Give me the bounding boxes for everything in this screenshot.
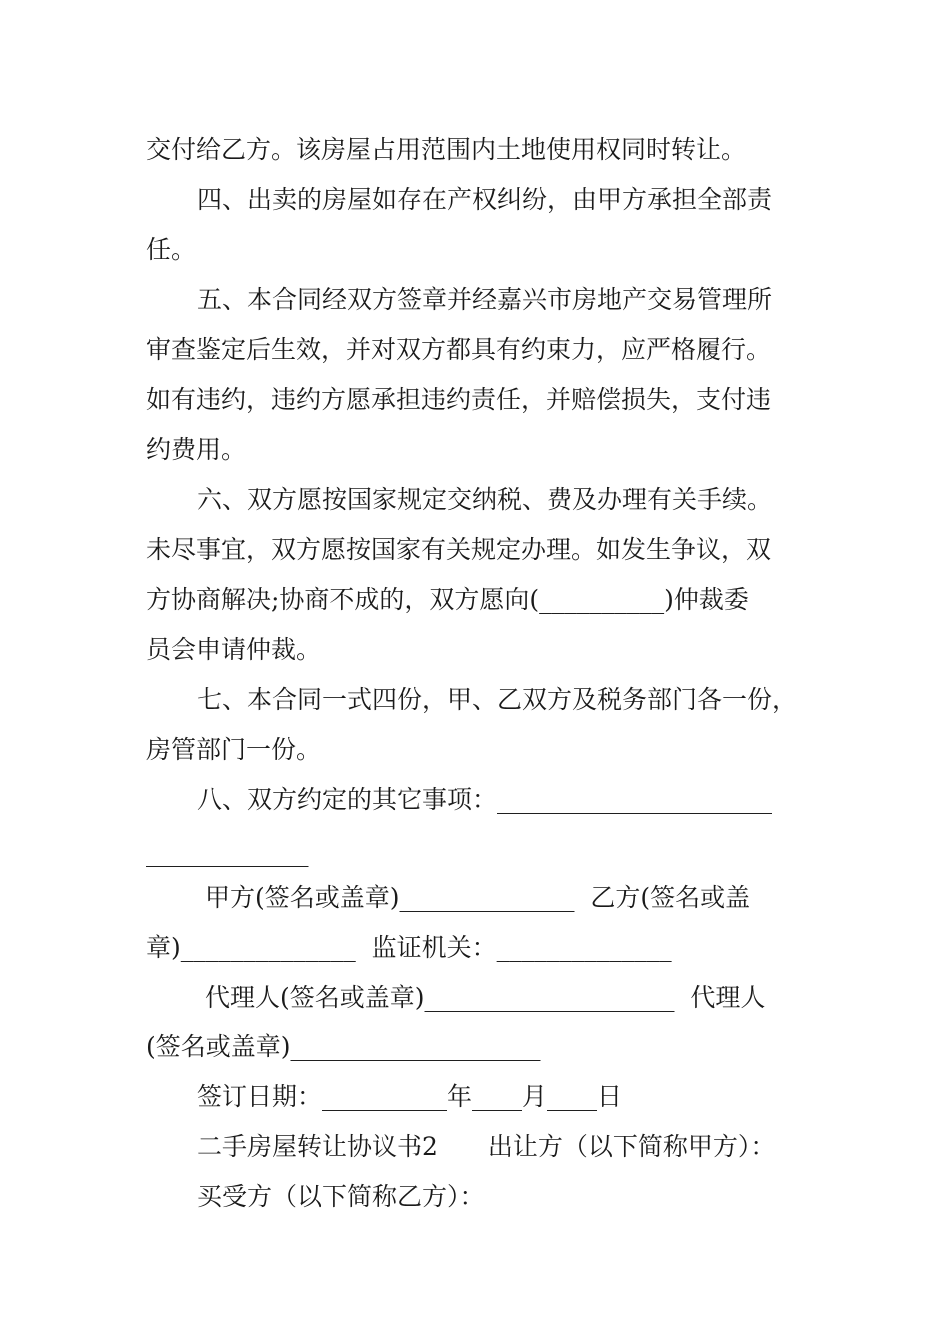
text-line: 八、双方约定的其它事项：______________________ <box>197 785 773 814</box>
text-line: 四、出卖的房屋如存在产权纠纷，由甲方承担全部责 <box>197 185 773 214</box>
text-line: 房管部门一份。 <box>146 735 322 764</box>
text-line: 买受方（以下简称乙方）： <box>197 1182 485 1211</box>
signature-line-agent: 代理人(签名或盖章)____________________ 代理人 <box>197 983 766 1012</box>
text-line: 交付给乙方。该房屋占用范围内土地使用权同时转让。 <box>146 135 747 164</box>
section-title-line: 二手房屋转让协议书2 出让方（以下简称甲方）： <box>197 1132 776 1161</box>
text-line: 方协商解决;协商不成的，双方愿向(__________)仲裁委 <box>146 585 749 614</box>
signature-line-party-a: 甲方(签名或盖章)______________ 乙方(签名或盖 <box>197 883 751 912</box>
signature-line-agent-b: (签名或盖章)____________________ <box>146 1032 541 1061</box>
text-line: 约费用。 <box>146 435 247 464</box>
signing-date-line: 签订日期：__________年____月____日 <box>197 1082 623 1111</box>
text-line: _____________ <box>146 838 309 867</box>
text-line: 员会申请仲裁。 <box>146 635 322 664</box>
text-line: 未尽事宜，双方愿按国家有关规定办理。如发生争议，双 <box>146 535 772 564</box>
text-line: 审查鉴定后生效，并对双方都具有约束力，应严格履行。 <box>146 335 772 364</box>
text-line: 六、双方愿按国家规定交纳税、费及办理有关手续。 <box>197 485 773 514</box>
text-line: 任。 <box>146 235 197 264</box>
text-line: 如有违约，违约方愿承担违约责任，并赔偿损失，支付违 <box>146 385 772 414</box>
text-line: 五、本合同经双方签章并经嘉兴市房地产交易管理所 <box>197 285 773 314</box>
signature-line-supervisor: 章)______________ 监证机关：______________ <box>146 933 672 962</box>
text-line: 七、本合同一式四份，甲、乙双方及税务部门各一份， <box>197 685 798 714</box>
